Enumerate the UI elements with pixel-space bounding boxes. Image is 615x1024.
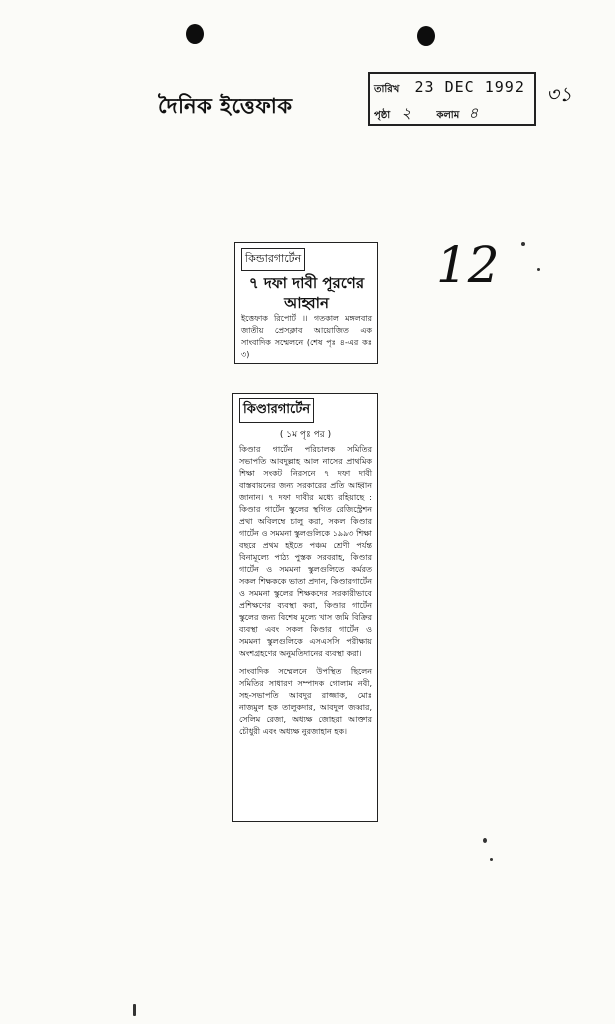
newspaper-masthead: দৈনিক ইত্তেফাক <box>158 94 293 118</box>
stamp-page-row <box>374 102 478 127</box>
punch-hole-right <box>417 26 435 46</box>
scan-speck <box>483 838 487 843</box>
clip1-kicker: কিন্ডারগার্টেন <box>241 248 305 271</box>
handwritten-archive-number: 12 <box>436 236 500 294</box>
clipping-continuation <box>232 393 378 822</box>
archive-stamp <box>368 72 536 126</box>
stamp-column-label: কলাম <box>436 110 460 121</box>
clip2-paragraph-1: কিণ্ডার গার্টেন পরিচালক সমিতির সভাপতি আবদুল্লাহ আল নাসের প্রাথমিক শিক্ষা সংকট নিরসনে ৭ দফা দাবী বাস্তবায়নের জন্য সরকারের প্রতি আহ্বান জানান। ৭ দফা দাবীর মধ্যে রহিয়াছে : কিণ্ডার গার্টেন স্কুলের স্থগিত রেজিস্ট্রেশন প্রথা অবিলম্বে চালু করা, সকল কিণ্ডার গার্টেন ও সমমনা স্কুলগুলিকে ১৯৯৩ শিক্ষা বছরে প্রথম হইতে পঞ্চম শ্রেণী পর্যন্ত বিনামূল্যে পাঠ্য পুস্তক সরবরাহ, কিণ্ডার গার্টেন ও সমমনা স্কুলগুলিতে কর্মরত সকল শিক্ষককে ভাতা প্রদান, কিণ্ডারগার্টেন ও সমমনা স্কুলের শিক্ষকদের সরকারীভাবে প্রশিক্ষণের ব্যবস্থা করা, কিণ্ডার গার্টেন স্কুলের জন্য বিশেষ মূল্যে খাস জমি বিক্রির ব্যবস্থা এবং সকল কিণ্ডার গার্টেন ও সমমনা স্কুলগুলিকে এসএসসি পরীক্ষায় অংশগ্রহণের অনুমতিদানের ব্যবস্থা করা। <box>239 445 372 658</box>
stamp-date-row <box>374 78 525 99</box>
stamp-date: 23 DEC 1992 <box>414 78 525 96</box>
punch-hole-left <box>186 24 204 44</box>
stamp-page-value: ২ <box>401 104 412 122</box>
scan-speck <box>490 858 493 861</box>
scan-speck <box>521 242 525 246</box>
clip1-headline: ৭ দফা দাবী পূরণের আহ্বান <box>248 274 365 312</box>
stamp-page-label: পৃষ্ঠা <box>374 110 391 121</box>
stamp-column-value: ৪ <box>468 104 479 122</box>
scan-speck <box>133 1004 136 1016</box>
clip2-kicker: কিণ্ডারগার্টেন <box>239 398 314 423</box>
scan-speck <box>537 268 540 271</box>
handwritten-side-note: ৩১ <box>546 82 572 106</box>
clip2-continued-label: ( ১ম পৃঃ পর ) <box>279 430 332 440</box>
clipping-front-page <box>234 242 378 364</box>
stamp-date-label: তারিখ <box>374 84 400 95</box>
clip1-body: ইত্তেফাক রিপোর্ট ।। গতকাল মঙ্গলবার জাতীয় প্রেসক্লাব আয়োজিত এক সাংবাদিক সম্মেলনে (শেষ পৃঃ ৪-এর কঃ ৩) <box>241 314 372 359</box>
clip2-paragraph-2: সাংবাদিক সম্মেলনে উপস্থিত ছিলেন সমিতির সাধারণ সম্পাদক গোলাম নবী, সহ-সভাপতি আবদুর রাজ্জাক, মোঃ নাজমুল হক তালুকদার, আবদুল জব্বার, সেলিম রেজা, অধ্যক্ষ জোহরা আক্তার চৌধুরী এবং অধ্যক্ষ নুরজাহান হক। <box>239 667 372 736</box>
